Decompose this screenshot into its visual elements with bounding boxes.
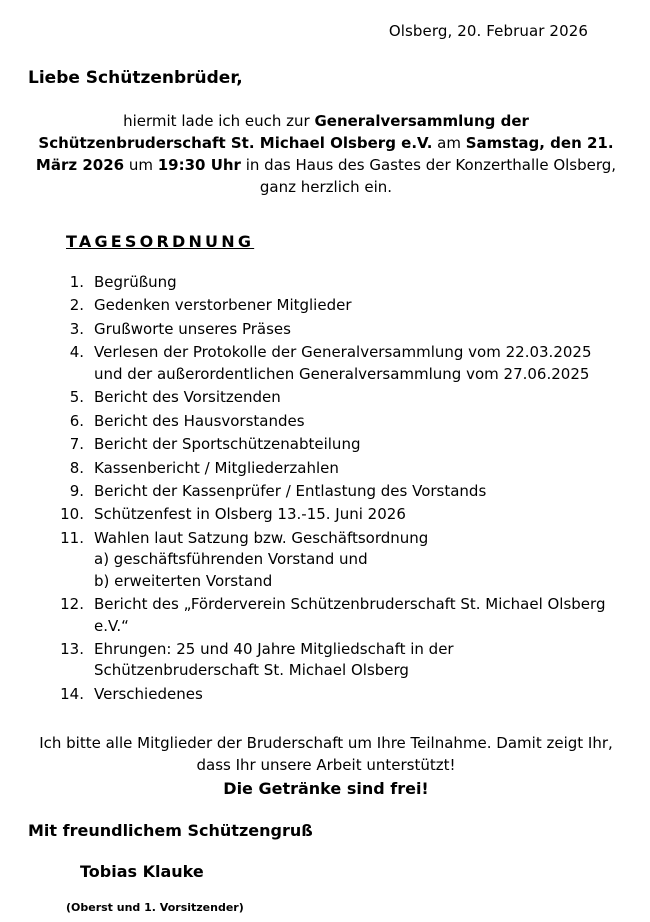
- closing-paragraph: [28, 732, 624, 801]
- agenda-item-number: 7.: [69, 435, 84, 454]
- intro-part-3: um: [124, 156, 158, 175]
- agenda-item-text: Bericht der Kassenprüfer / Entlastung des Vorstands: [94, 481, 487, 500]
- list-item: [60, 458, 620, 479]
- agenda-item-number: 2.: [69, 296, 84, 315]
- regards-line: Mit freundlichem Schützengruß: [28, 821, 313, 840]
- intro-part-4: in das Haus des Gastes der Konzerthalle Olsberg, ganz herzlich ein.: [240, 156, 617, 197]
- list-item: [60, 434, 620, 455]
- intro-bold-date: Samstag, den 21. März 2026: [35, 134, 614, 175]
- agenda-item-number: 11.: [60, 528, 84, 547]
- agenda-item-number: 9.: [69, 481, 84, 500]
- agenda-item-text: Ehrungen: 25 und 40 Jahre Mitgliedschaft in der Schützenbruderschaft St. Michael Olsberg: [94, 640, 454, 680]
- agenda-item-number: 12.: [60, 595, 84, 614]
- list-item: [60, 295, 620, 316]
- agenda-item-text: Verschiedenes: [94, 684, 203, 703]
- list-item: [60, 387, 620, 408]
- agenda-item-text: Bericht des Hausvorstandes: [94, 411, 305, 430]
- agenda-item-number: 10.: [60, 505, 84, 524]
- agenda-item-number: 4.: [69, 343, 84, 362]
- agenda-item-text: Gedenken verstorbener Mitglieder: [94, 296, 352, 315]
- list-item: [60, 342, 620, 385]
- signature-role: (Oberst und 1. Vorsitzender): [66, 901, 244, 914]
- salutation: Liebe Schützenbrüder,: [28, 68, 243, 88]
- agenda-item-number: 5.: [69, 388, 84, 407]
- list-item: [60, 319, 620, 340]
- signature-name: Tobias Klauke: [80, 862, 204, 881]
- agenda-item-text: Bericht des Vorsitzenden: [94, 388, 281, 407]
- agenda-item-number: 8.: [69, 458, 84, 477]
- list-item: [60, 594, 620, 637]
- agenda-item-number: 1.: [69, 273, 84, 291]
- agenda-item-text: Begrüßung: [94, 273, 177, 291]
- agenda-heading: TAGESORDNUNG: [66, 232, 255, 251]
- agenda-item-text: Grußworte unseres Präses: [94, 319, 291, 338]
- list-item: [60, 684, 620, 705]
- list-item: [60, 504, 620, 525]
- closing-text: Ich bitte alle Mitglieder der Bruderschaft um Ihre Teilnahme. Damit zeigt Ihr, dass Ihr unsere Arbeit unterstützt!: [39, 734, 613, 775]
- agenda-item-number: 3.: [69, 319, 84, 338]
- intro-paragraph: [28, 110, 624, 198]
- agenda-item-text: [94, 528, 620, 592]
- intro-bold-time: 19:30 Uhr: [157, 156, 241, 175]
- intro-part-1: hiermit lade ich euch zur: [123, 112, 315, 130]
- list-item: [60, 272, 620, 293]
- list-item: [60, 639, 620, 682]
- agenda-item-number: 14.: [60, 684, 84, 703]
- free-drinks-note: Die Getränke sind frei!: [223, 779, 429, 799]
- intro-bold-organisation: Generalversammlung der Schützenbruderschaft St. Michael Olsberg e.V.: [38, 112, 529, 153]
- agenda-item-main-text: Wahlen laut Satzung bzw. Geschäftsordnung: [94, 528, 429, 547]
- agenda-item-text: Bericht der Sportschützenabteilung: [94, 435, 361, 454]
- agenda-item-number: 13.: [60, 640, 84, 658]
- agenda-item-sub-b: b) erweiterten Vorstand: [94, 571, 273, 590]
- list-item: [60, 481, 620, 502]
- agenda-item-text: Kassenbericht / Mitgliederzahlen: [94, 458, 339, 477]
- intro-part-2: am: [432, 134, 466, 153]
- list-item: [60, 528, 620, 592]
- agenda-item-sub-a: a) geschäftsführenden Vorstand und: [94, 550, 368, 569]
- agenda-list: [60, 272, 620, 707]
- agenda-item-text: Bericht des „Förderverein Schützenbruderschaft St. Michael Olsberg e.V.“: [94, 595, 606, 635]
- list-item: [60, 411, 620, 432]
- agenda-item-number: 6.: [69, 411, 84, 430]
- date-line: Olsberg, 20. Februar 2026: [388, 22, 588, 40]
- agenda-item-text: Verlesen der Protokolle der Generalversammlung vom 22.03.2025 und der außerordentlichen Generalversammlung vom 27.06.2025: [94, 343, 592, 383]
- agenda-item-text: Schützenfest in Olsberg 13.-15. Juni 2026: [94, 505, 406, 524]
